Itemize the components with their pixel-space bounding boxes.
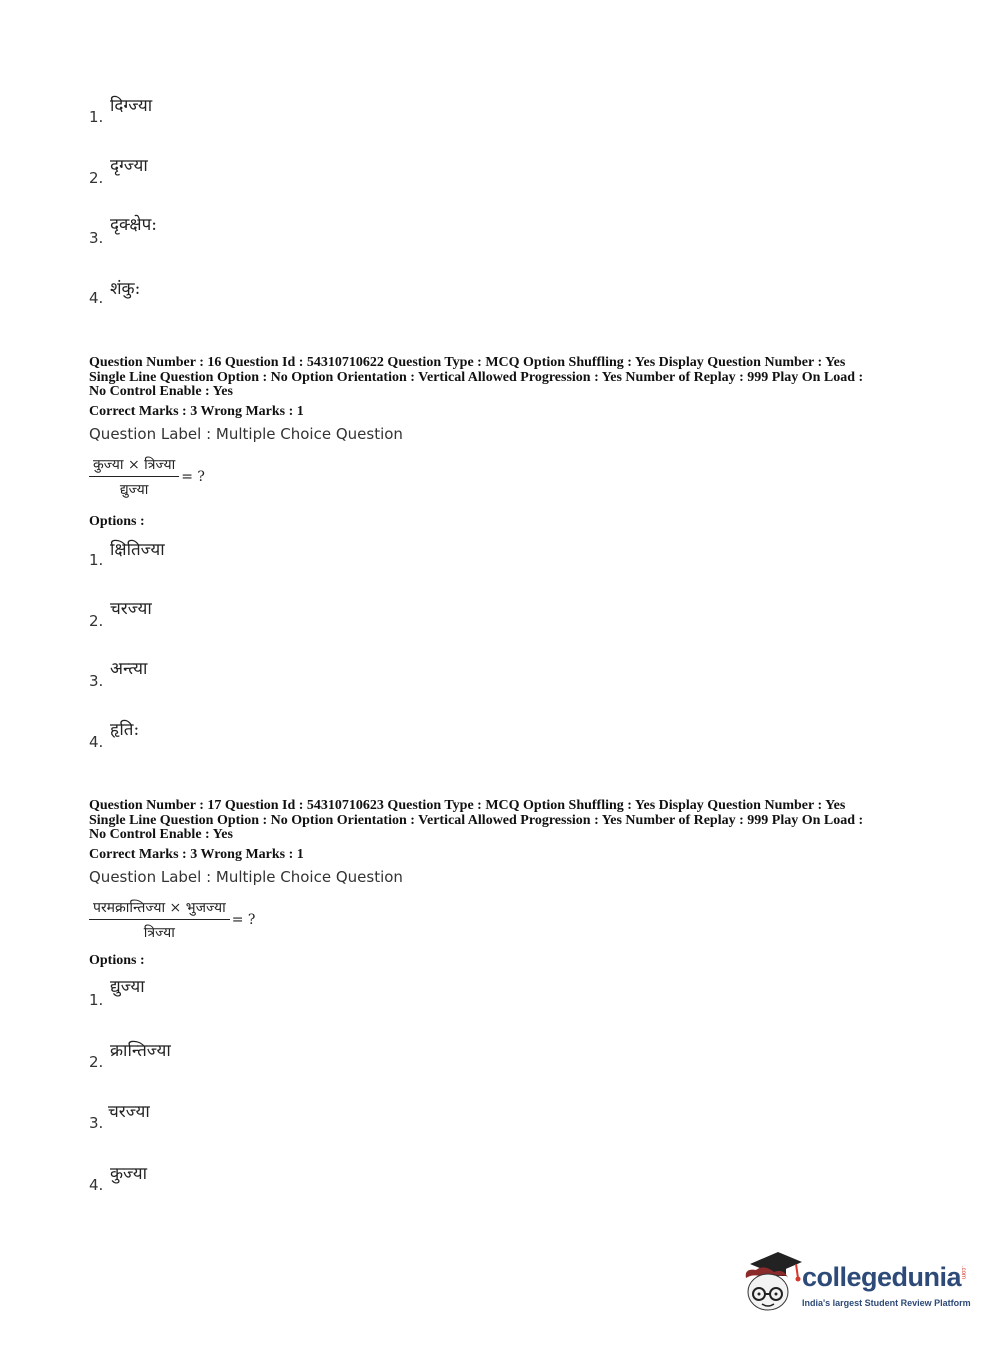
- question-marks: Correct Marks : 3 Wrong Marks : 1: [89, 404, 304, 419]
- mascot-icon: [740, 1248, 802, 1316]
- question-formula: [89, 455, 205, 499]
- fraction-denominator: द्युज्या: [119, 482, 149, 498]
- options-header: Options :: [89, 953, 145, 968]
- fraction: [89, 898, 230, 942]
- fraction-equals: = ?: [181, 469, 205, 485]
- option-text: चरज्या: [110, 599, 152, 619]
- option-number: 2.: [89, 169, 104, 187]
- option-text: दिग्ज्या: [110, 96, 153, 116]
- option-number: 3.: [89, 1114, 104, 1132]
- option-text: अन्त्या: [110, 659, 148, 679]
- option-number: 1.: [89, 551, 104, 569]
- option-number: 4.: [89, 733, 104, 751]
- option-text: दृग्ज्या: [110, 156, 148, 176]
- fraction: [89, 455, 179, 499]
- option-text: चरज्या: [108, 1102, 150, 1122]
- option-text: द्युज्या: [110, 977, 145, 997]
- logo-brand-text: collegedunia: [802, 1262, 962, 1292]
- meta-line: No Control Enable : Yes: [89, 827, 233, 842]
- option-number: 2.: [89, 1053, 104, 1071]
- fraction-numerator: कुज्या × त्रिज्या: [89, 455, 179, 477]
- question-meta: [89, 356, 929, 400]
- fraction-equals: = ?: [231, 912, 256, 928]
- option-number: 2.: [89, 612, 104, 630]
- option-text: क्रान्तिज्या: [110, 1041, 171, 1061]
- meta-line: Question Number : 17 Question Id : 54310710623 Question Type : MCQ Option Shuffling : Yes Display Question Number : Yes: [89, 798, 846, 813]
- question-label: Question Label : Multiple Choice Question: [89, 425, 403, 443]
- logo-tagline: India's largest Student Review Platform: [802, 1298, 971, 1308]
- fraction-numerator: परमक्रान्तिज्या × भुजज्या: [89, 898, 230, 920]
- option-text: हृति:: [110, 720, 140, 740]
- option-number: 4.: [89, 1176, 104, 1194]
- question-marks: Correct Marks : 3 Wrong Marks : 1: [89, 847, 304, 862]
- options-header: Options :: [89, 514, 145, 529]
- option-text: शंकु:: [110, 279, 141, 299]
- option-text: कुज्या: [110, 1164, 148, 1184]
- option-number: 3.: [89, 229, 104, 247]
- option-number: 1.: [89, 991, 104, 1009]
- question-meta: [89, 799, 929, 843]
- question-formula: [89, 898, 255, 942]
- option-text: क्षितिज्या: [110, 540, 165, 560]
- logo-com-text: .com: [960, 1266, 966, 1280]
- meta-line: No Control Enable : Yes: [89, 384, 233, 399]
- meta-line: Single Line Question Option : No Option Orientation : Vertical Allowed Progression : Yes Number of Replay : 999 Play On Load :: [89, 369, 864, 385]
- collegedunia-logo[interactable]: [740, 1248, 975, 1320]
- option-number: 4.: [89, 289, 104, 307]
- fraction-denominator: त्रिज्या: [143, 925, 175, 941]
- question-label: Question Label : Multiple Choice Question: [89, 868, 403, 886]
- option-number: 1.: [89, 108, 104, 126]
- option-text: दृक्क्षेप:: [110, 215, 157, 235]
- option-number: 3.: [89, 672, 104, 690]
- meta-line: Single Line Question Option : No Option Orientation : Vertical Allowed Progression : Yes Number of Replay : 999 Play On Load :: [89, 812, 864, 828]
- meta-line: Question Number : 16 Question Id : 54310710622 Question Type : MCQ Option Shuffling : Yes Display Question Number : Yes: [89, 355, 846, 370]
